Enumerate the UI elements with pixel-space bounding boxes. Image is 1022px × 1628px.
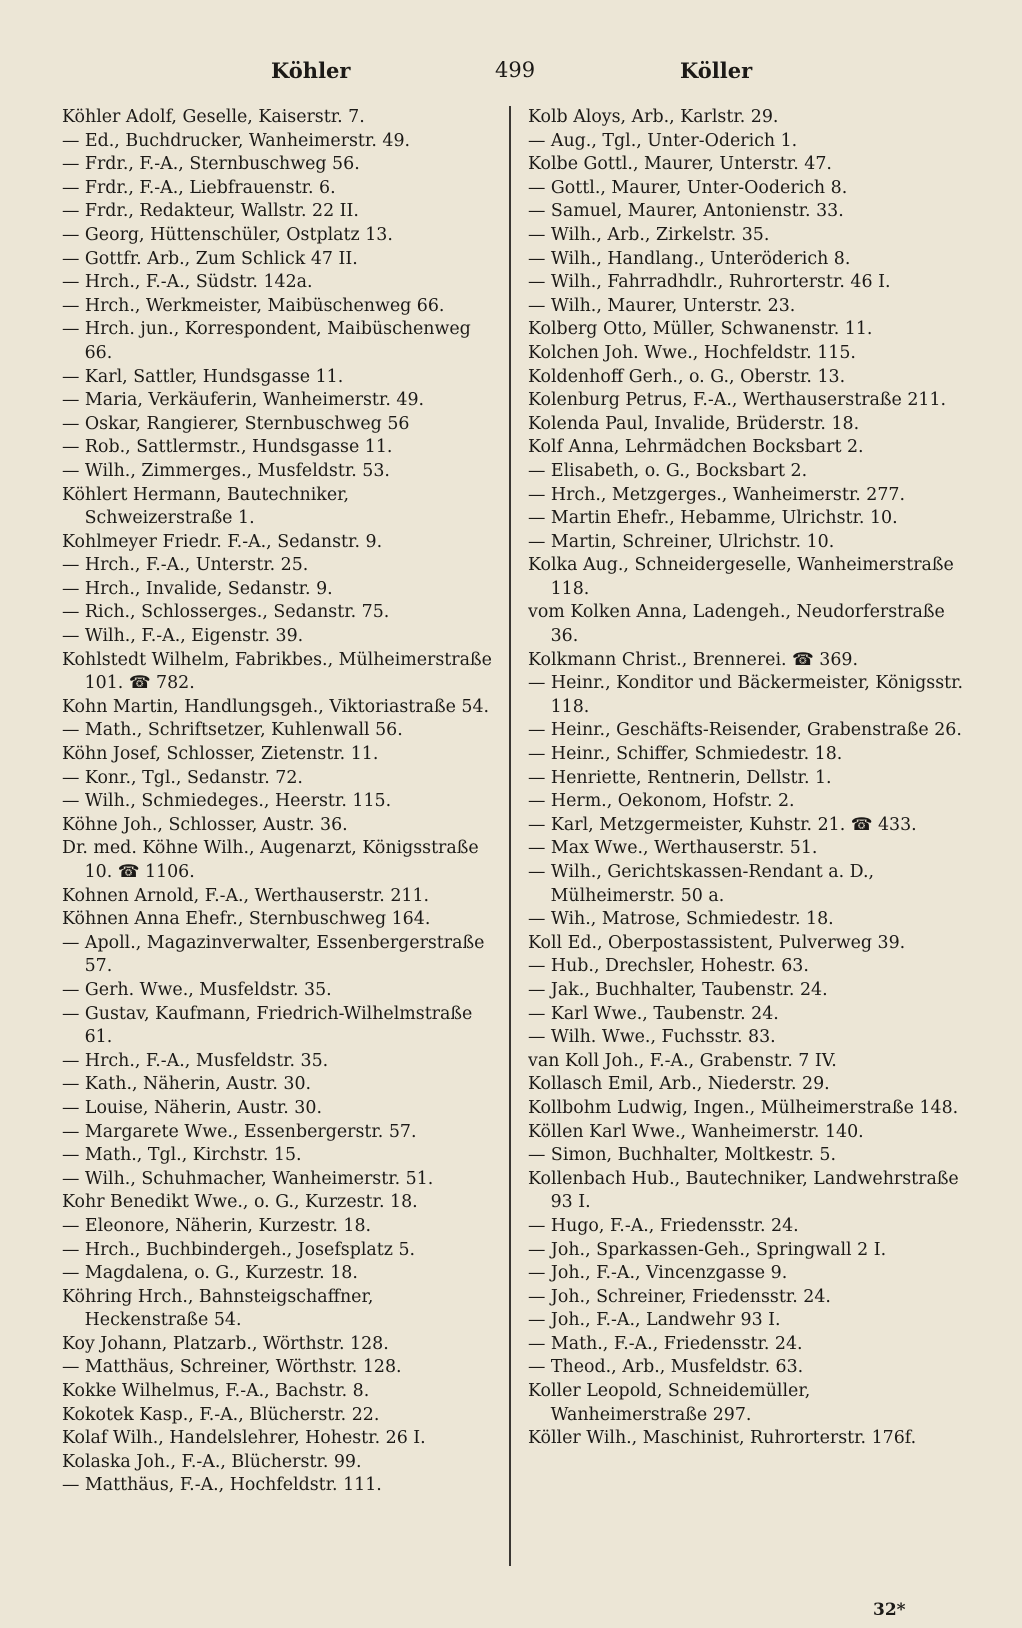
directory-entry: — Elisabeth, o. G., Bocksbart 2. (528, 460, 808, 481)
page-number: 499 (495, 58, 536, 82)
directory-entry: — Math., F.-A., Friedensstr. 24. (528, 1333, 803, 1354)
directory-entry: Kokke Wilhelmus, F.-A., Bachstr. 8. (62, 1381, 370, 1402)
directory-entry: Köhler Adolf, Geselle, Kaiserstr. 7. (62, 107, 365, 127)
directory-entry: vom Kolken Anna, Ladengeh., Neudorferstraße 36. (528, 602, 945, 647)
directory-entry: Koldenhoff Gerh., o. G., Oberstr. 13. (528, 366, 846, 387)
directory-entry: Kohn Martin, Handlungsgeh., Viktoriastraße 54. (62, 696, 490, 717)
directory-entry: — Hrch., Buchbindergeh., Josefsplatz 5. (62, 1239, 416, 1260)
directory-entry: Kolkmann Christ., Brennerei. ☎ 369. (528, 649, 858, 670)
directory-entry: van Koll Joh., F.-A., Grabenstr. 7 IV. (528, 1050, 837, 1071)
column-divider (509, 106, 511, 1566)
directory-entry: — Kath., Näherin, Austr. 30. (62, 1074, 312, 1095)
directory-entry: — Hub., Drechsler, Hohestr. 63. (528, 956, 809, 977)
directory-entry: — Matthäus, F.-A., Hochfeldstr. 111. (62, 1475, 382, 1496)
page-header (0, 58, 1022, 94)
directory-entry: Kollbohm Ludwig, Ingen., Mülheimerstraße 148. (528, 1097, 959, 1118)
directory-entry: Kohlmeyer Friedr. F.-A., Sedanstr. 9. (62, 531, 383, 552)
directory-entry: — Wilh., Schmiedeges., Heerstr. 115. (62, 791, 392, 812)
directory-entry: — Simon, Buchhalter, Moltkestr. 5. (528, 1145, 837, 1166)
directory-entry: Kolenburg Petrus, F.-A., Werthauserstraße 211. (528, 390, 947, 411)
directory-entry: Köllen Karl Wwe., Wanheimerstr. 140. (528, 1121, 864, 1142)
directory-entry: — Magdalena, o. G., Kurzestr. 18. (62, 1263, 358, 1284)
directory-entry: — Hrch., F.-A., Musfeldstr. 35. (62, 1050, 329, 1071)
directory-entry: — Joh., F.-A., Landwehr 93 I. (528, 1310, 781, 1331)
directory-entry: Kollenbach Hub., Bautechniker, Landwehrstraße 93 I. (528, 1168, 959, 1213)
directory-entry: — Hrch. jun., Korrespondent, Maibüschenweg 66. (62, 319, 471, 363)
directory-entry: — Theod., Arb., Musfeldstr. 63. (528, 1357, 804, 1378)
directory-entry: — Hrch., F.-A., Südstr. 142a. (62, 272, 313, 293)
left-column (62, 106, 494, 1576)
directory-entry: — Joh., Schreiner, Friedensstr. 24. (528, 1286, 831, 1307)
directory-entry: — Ed., Buchdrucker, Wanheimerstr. 49. (62, 130, 411, 151)
directory-entry: — Wilh., F.-A., Eigenstr. 39. (62, 626, 304, 647)
directory-entry: — Oskar, Rangierer, Sternbuschweg 56 (62, 413, 410, 434)
directory-entry: — Frdr., F.-A., Liebfrauenstr. 6. (62, 177, 336, 198)
directory-entry: — Rob., Sattlermstr., Hundsgasse 11. (62, 437, 393, 458)
directory-entry: Dr. med. Köhne Wilh., Augenarzt, Königsstraße 10. ☎ 1106. (62, 838, 479, 882)
directory-entry: — Konr., Tgl., Sedanstr. 72. (62, 767, 303, 788)
directory-entry: Kohlstedt Wilhelm, Fabrikbes., Mülheimerstraße 101. ☎ 782. (62, 649, 492, 694)
directory-entry: — Hugo, F.-A., Friedensstr. 24. (528, 1215, 799, 1236)
directory-entry: — Eleonore, Näherin, Kurzestr. 18. (62, 1215, 372, 1236)
directory-entry: — Wilh., Zimmerges., Musfeldstr. 53. (62, 460, 390, 481)
directory-entry: — Wilh., Maurer, Unterstr. 23. (528, 295, 796, 316)
directory-entry: Kollasch Emil, Arb., Niederstr. 29. (528, 1074, 830, 1095)
directory-entry: — Gottfr. Arb., Zum Schlick 47 II. (62, 248, 358, 269)
directory-entry: Kohr Benedikt Wwe., o. G., Kurzestr. 18. (62, 1192, 418, 1213)
directory-entry: — Heinr., Geschäfts-Reisender, Grabenstraße 26. (528, 720, 962, 741)
directory-entry: Köller Wilh., Maschinist, Ruhrorterstr. 176f. (528, 1428, 917, 1449)
directory-entry: Kolaf Wilh., Handelslehrer, Hohestr. 26 I. (62, 1428, 426, 1449)
directory-entry: — Karl, Metzgermeister, Kuhstr. 21. ☎ 433. (528, 814, 917, 835)
directory-entry: — Karl, Sattler, Hundsgasse 11. (62, 366, 344, 387)
directory-entry: — Math., Schriftsetzer, Kuhlenwall 56. (62, 720, 403, 741)
directory-entry: Köhring Hrch., Bahnsteigschaffner, Heckenstraße 54. (62, 1286, 374, 1331)
directory-entry: Koy Johann, Platzarb., Wörthstr. 128. (62, 1333, 389, 1354)
directory-entry: — Apoll., Magazinverwalter, Essenbergerstraße 57. (62, 932, 485, 977)
directory-entry: — Karl Wwe., Taubenstr. 24. (528, 1003, 779, 1024)
directory-entry: Kolberg Otto, Müller, Schwanenstr. 11. (528, 319, 873, 340)
directory-entry: Koll Ed., Oberpostassistent, Pulverweg 39. (528, 932, 906, 953)
directory-entry: — Heinr., Schiffer, Schmiedestr. 18. (528, 744, 843, 765)
directory-entry: — Samuel, Maurer, Antonienstr. 33. (528, 201, 844, 222)
directory-entry: — Margarete Wwe., Essenbergerstr. 57. (62, 1121, 417, 1142)
directory-entry: — Matthäus, Schreiner, Wörthstr. 128. (62, 1357, 402, 1378)
directory-entry: Kolf Anna, Lehrmädchen Bocksbart 2. (528, 437, 864, 458)
directory-entry: — Joh., F.-A., Vincenzgasse 9. (528, 1263, 788, 1284)
directory-entry: — Hrch., Werkmeister, Maibüschenweg 66. (62, 295, 445, 316)
directory-entry: Köhlert Hermann, Bautechniker, Schweizerstraße 1. (62, 484, 350, 529)
directory-entry: — Martin Ehefr., Hebamme, Ulrichstr. 10. (528, 508, 898, 529)
directory-entry: — Gustav, Kaufmann, Friedrich-Wilhelmstraße 61. (62, 1003, 473, 1048)
directory-entry: Kolaska Joh., F.-A., Blücherstr. 99. (62, 1451, 362, 1472)
directory-entry: — Gottl., Maurer, Unter-Ooderich 8. (528, 177, 848, 198)
directory-entry: — Heinr., Konditor und Bäckermeister, Königsstr. 118. (528, 673, 964, 717)
directory-entry: Köhne Joh., Schlosser, Austr. 36. (62, 814, 348, 835)
directory-entry: — Rich., Schlosserges., Sedanstr. 75. (62, 602, 390, 623)
right-running-head: Köller (680, 58, 753, 83)
directory-entry: — Gerh. Wwe., Musfeldstr. 35. (62, 979, 332, 1000)
directory-entry: — Max Wwe., Werthauserstr. 51. (528, 838, 818, 859)
directory-entry: Köhnen Anna Ehefr., Sternbuschweg 164. (62, 909, 431, 930)
directory-entry: — Frdr., F.-A., Sternbuschweg 56. (62, 154, 360, 175)
directory-entry: — Joh., Sparkassen-Geh., Springwall 2 I. (528, 1239, 887, 1260)
directory-entry: — Henriette, Rentnerin, Dellstr. 1. (528, 767, 832, 788)
directory-entry: — Wilh., Gerichtskassen-Rendant a. D., Mülheimerstr. 50 a. (528, 862, 875, 906)
left-running-head: Köhler (271, 58, 351, 83)
directory-entry: Koller Leopold, Schneidemüller, Wanheimerstraße 297. (528, 1381, 811, 1425)
directory-entry: — Wilh., Fahrradhdlr., Ruhrorterstr. 46 I. (528, 272, 891, 293)
directory-entry: — Wilh., Schuhmacher, Wanheimerstr. 51. (62, 1168, 434, 1189)
right-column (528, 106, 966, 1576)
directory-entry: Kokotek Kasp., F.-A., Blücherstr. 22. (62, 1404, 380, 1425)
directory-entry: — Martin, Schreiner, Ulrichstr. 10. (528, 531, 835, 552)
directory-entry: Kolenda Paul, Invalide, Brüderstr. 18. (528, 413, 860, 434)
directory-entry: — Georg, Hüttenschüler, Ostplatz 13. (62, 224, 393, 245)
directory-entry: — Aug., Tgl., Unter-Oderich 1. (528, 130, 798, 151)
signature-mark: 32* (873, 1600, 906, 1620)
directory-entry: — Wilh., Handlang., Unteröderich 8. (528, 248, 851, 269)
directory-entry: Kohnen Arnold, F.-A., Werthauserstr. 211. (62, 885, 430, 906)
directory-entry: — Hrch., Invalide, Sedanstr. 9. (62, 578, 333, 599)
directory-entry: Kolka Aug., Schneidergeselle, Wanheimerstraße 118. (528, 555, 954, 599)
directory-entry: — Wih., Matrose, Schmiedestr. 18. (528, 909, 834, 930)
directory-entry: — Maria, Verkäuferin, Wanheimerstr. 49. (62, 390, 425, 411)
directory-entry: — Math., Tgl., Kirchstr. 15. (62, 1145, 302, 1166)
directory-entry: — Hrch., Metzgerges., Wanheimerstr. 277. (528, 484, 906, 505)
directory-entry: — Frdr., Redakteur, Wallstr. 22 II. (62, 201, 359, 222)
directory-entry: — Wilh., Arb., Zirkelstr. 35. (528, 224, 770, 245)
directory-entry: — Louise, Näherin, Austr. 30. (62, 1097, 322, 1118)
directory-entry: — Hrch., F.-A., Unterstr. 25. (62, 555, 309, 576)
directory-entry: — Herm., Oekonom, Hofstr. 2. (528, 791, 795, 812)
directory-entry: Köhn Josef, Schlosser, Zietenstr. 11. (62, 744, 379, 765)
directory-entry: Kolbe Gottl., Maurer, Unterstr. 47. (528, 154, 832, 175)
directory-entry: Kolchen Joh. Wwe., Hochfeldstr. 115. (528, 342, 856, 363)
directory-entry: — Wilh. Wwe., Fuchsstr. 83. (528, 1027, 776, 1048)
directory-entry: — Jak., Buchhalter, Taubenstr. 24. (528, 979, 828, 1000)
directory-entry: Kolb Aloys, Arb., Karlstr. 29. (528, 107, 779, 127)
